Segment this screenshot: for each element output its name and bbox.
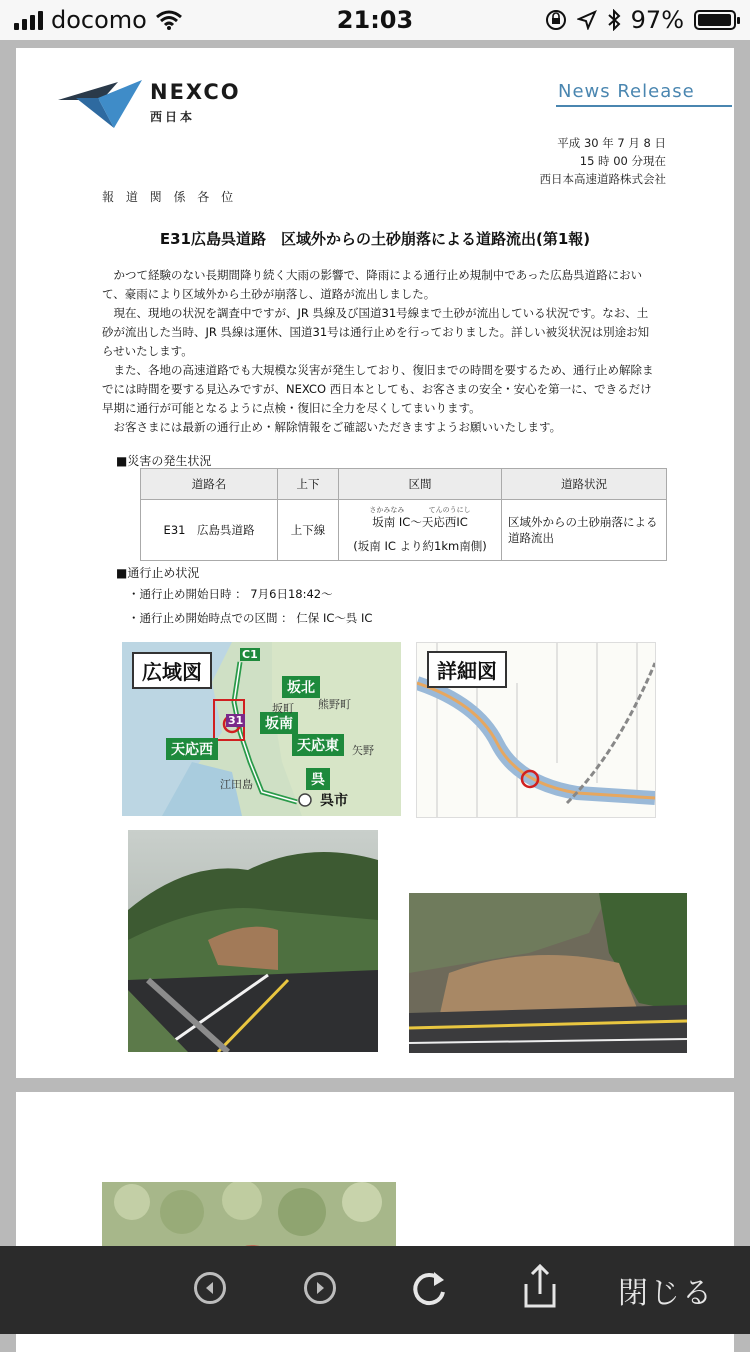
detail-map xyxy=(416,642,656,818)
section-closure: ■通行止め状況 xyxy=(116,566,200,580)
map-label: 坂北 xyxy=(282,676,320,698)
map-label: 坂南 xyxy=(260,712,298,734)
battery-icon xyxy=(694,10,736,30)
table-header: 上下 xyxy=(278,469,339,500)
ruby-tennonishi: てんのうにし xyxy=(428,506,471,514)
section-cell xyxy=(339,500,502,561)
clock: 21:03 xyxy=(336,6,414,34)
map-label: 呉 xyxy=(306,768,330,790)
location-icon xyxy=(577,10,597,30)
wide-area-map xyxy=(122,642,401,816)
section-text: 坂南 IC～天応西IC xyxy=(372,515,468,529)
table-header: 道路状況 xyxy=(502,469,667,500)
browser-toolbar xyxy=(0,1246,750,1334)
logo-text: NEXCO xyxy=(150,80,241,104)
paragraph: お客さまには最新の通行止め・解除情報をご確認いただきますようお願いいたします。 xyxy=(113,420,562,434)
status-cell: 区域外からの土砂崩落による道路流出 xyxy=(502,500,667,561)
disaster-table xyxy=(140,468,667,561)
damage-photo-road xyxy=(128,830,378,1052)
map-label: 熊野町 xyxy=(318,698,351,711)
forward-button[interactable] xyxy=(304,1272,336,1304)
map-label: 呉市 xyxy=(320,793,348,809)
map-title-detail: 詳細図 xyxy=(427,651,507,688)
back-icon xyxy=(197,1275,223,1301)
direction-cell: 上下線 xyxy=(278,500,339,561)
table-header: 区間 xyxy=(339,469,502,500)
table-row xyxy=(141,500,667,561)
map-label: 31 xyxy=(228,714,244,727)
news-release-rule xyxy=(556,105,732,107)
road-name-cell: E31 広島呉道路 xyxy=(141,500,278,561)
news-release-label: News Release xyxy=(558,81,695,102)
map-label: 江田島 xyxy=(220,778,253,791)
close-button[interactable]: 閉じる xyxy=(618,1276,714,1311)
map-label: 矢野 xyxy=(352,744,374,757)
map-label: C1 xyxy=(242,648,258,661)
time-line: 15 時 00 分現在 xyxy=(579,154,666,168)
nexco-logo-icon xyxy=(58,76,144,132)
status-bar xyxy=(0,0,750,40)
logo-subtext: 西日本 xyxy=(150,110,196,124)
recipient: 報 道 関 係 各 位 xyxy=(102,190,238,204)
date-block xyxy=(540,134,667,188)
paragraph: かつて経験のない長期間降り続く大雨の影響で、降雨による通行止め規制中であった広島呉道路において、豪雨により区域外から土砂が崩落し、道路が流出しました。 xyxy=(102,268,643,301)
ruby-sakaminami: さかみなみ xyxy=(369,506,405,514)
bluetooth-icon xyxy=(607,9,621,31)
document-page xyxy=(16,48,734,1078)
paragraph: 現在、現地の状況を調査中ですが、JR 呉線及び国道31号線まで土砂が流出している状況です。なお、土砂が流出した当時、JR 呉線は運休、国道31号は通行止めを行っておりました。詳しい被災状況は別途お知らせいたします。 xyxy=(102,306,650,358)
orientation-lock-icon xyxy=(545,9,567,31)
closure-section: ・通行止め開始時点での区間 ： 仁保 IC～呉 IC xyxy=(128,611,373,625)
body-text xyxy=(102,266,658,437)
date-line: 平成 30 年 7 月 8 日 xyxy=(557,136,666,150)
share-button[interactable] xyxy=(520,1264,560,1310)
map-label: 天応西 xyxy=(166,738,218,760)
map-label: 天応東 xyxy=(292,734,344,756)
battery-percent: 97% xyxy=(630,6,684,34)
company-line: 西日本高速道路株式会社 xyxy=(539,172,666,186)
reload-button[interactable] xyxy=(410,1266,450,1310)
back-button[interactable] xyxy=(194,1272,226,1304)
forward-icon xyxy=(307,1275,333,1301)
paragraph: また、各地の高速道路でも大規模な災害が発生しており、復旧までの時間を要するため、通行止め解除までには時間を要する見込みですが、NEXCO 西日本としても、お客さまの安全・安心を第一に、できるだけ早期に通行が可能となるように点検・復旧に全力を尽くしてまいります。 xyxy=(102,363,654,415)
map-label: 坂町 xyxy=(272,702,294,715)
map-title-wide: 広域図 xyxy=(132,652,212,689)
section-note: (坂南 IC より約1km南側) xyxy=(353,539,487,553)
damage-photo-landslide xyxy=(409,893,687,1053)
page-title: E31広島呉道路 区域外からの土砂崩落による道路流出(第1報) xyxy=(159,230,591,248)
table-header: 道路名 xyxy=(141,469,278,500)
section-disaster: ■災害の発生状況 xyxy=(116,454,212,468)
carrier-name: docomo xyxy=(51,6,147,34)
closure-start: ・通行止め開始日時 ： 7月6日18:42～ xyxy=(128,587,333,601)
